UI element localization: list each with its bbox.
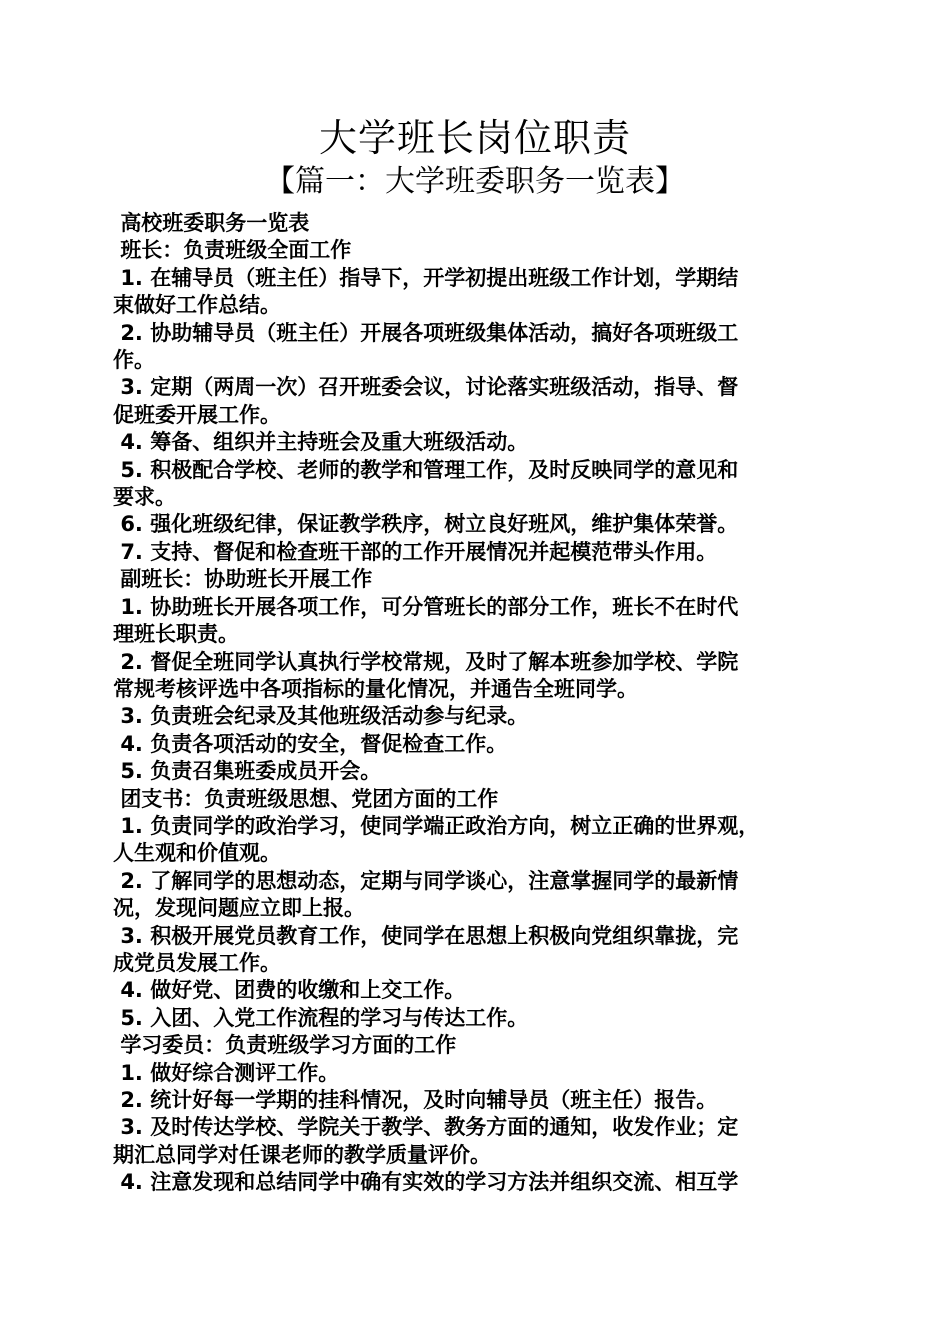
text-line: 束做好工作总结。 bbox=[113, 293, 281, 318]
text-line: 4. 负责各项活动的安全，督促检查工作。 bbox=[113, 731, 508, 756]
text-line: 况，发现问题应立即上报。 bbox=[113, 896, 365, 921]
text-line: 4. 做好党、团费的收缴和上交工作。 bbox=[113, 978, 466, 1003]
text-line: 人生观和价值观。 bbox=[113, 841, 281, 866]
text-line: 要求。 bbox=[113, 485, 176, 510]
document-body bbox=[113, 210, 825, 1197]
document-title: 大学班长岗位职责 bbox=[318, 116, 631, 160]
text-line: 理班长职责。 bbox=[113, 622, 239, 647]
text-line: 3. 及时传达学校、学院关于教学、教务方面的通知，收发作业；定 bbox=[113, 1115, 739, 1140]
text-line: 3. 积极开展党员教育工作，使同学在思想上积极向党组织靠拢，完 bbox=[113, 923, 739, 948]
text-line: 6. 强化班级纪律，保证教学秩序，树立良好班风，维护集体荣誉。 bbox=[113, 512, 739, 537]
text-line: 4. 筹备、组织并主持班会及重大班级活动。 bbox=[113, 430, 529, 455]
text-line: 高校班委职务一览表 bbox=[113, 211, 310, 235]
text-line: 作。 bbox=[113, 348, 155, 373]
text-line: 团支书：负责班级思想、党团方面的工作 bbox=[113, 786, 499, 811]
text-line: 2. 协助辅导员（班主任）开展各项班级集体活动，搞好各项班级工 bbox=[113, 320, 739, 345]
text-line: 1. 在辅导员（班主任）指导下，开学初提出班级工作计划，学期结 bbox=[113, 265, 739, 290]
text-line: 促班委开展工作。 bbox=[113, 402, 281, 427]
text-line: 1. 负责同学的政治学习，使同学端正政治方向，树立正确的世界观， bbox=[113, 813, 760, 838]
text-line: 1. 协助班长开展各项工作，可分管班长的部分工作，班长不在时代 bbox=[113, 594, 739, 619]
text-line: 2. 了解同学的思想动态，定期与同学谈心，注意掌握同学的最新情 bbox=[113, 868, 739, 893]
document-subtitle: 【篇一：大学班委职务一览表】 bbox=[265, 164, 685, 199]
text-line: 班长：负责班级全面工作 bbox=[113, 238, 352, 263]
text-line: 2. 统计好每一学期的挂科情况，及时向辅导员（班主任）报告。 bbox=[113, 1088, 718, 1112]
text-line: 期汇总同学对任课老师的教学质量评价。 bbox=[113, 1142, 491, 1167]
text-line: 4. 注意发现和总结同学中确有实效的学习方法并组织交流、相互学 bbox=[113, 1170, 739, 1195]
text-line: 成党员发展工作。 bbox=[113, 950, 281, 975]
text-line: 1. 做好综合测评工作。 bbox=[113, 1060, 340, 1085]
text-line: 2. 督促全班同学认真执行学校常规，及时了解本班参加学校、学院 bbox=[113, 649, 739, 674]
text-line: 3. 负责班会纪录及其他班级活动参与纪录。 bbox=[113, 704, 529, 729]
text-line: 5. 负责召集班委成员开会。 bbox=[113, 759, 382, 784]
text-line: 3. 定期（两周一次）召开班委会议，讨论落实班级活动，指导、督 bbox=[113, 375, 739, 400]
text-line: 常规考核评选中各项指标的量化情况，并通告全班同学。 bbox=[113, 676, 638, 701]
text-line: 学习委员：负责班级学习方面的工作 bbox=[113, 1033, 457, 1058]
text-line: 5. 积极配合学校、老师的教学和管理工作，及时反映同学的意见和 bbox=[113, 457, 739, 482]
text-line: 5. 入团、入党工作流程的学习与传达工作。 bbox=[113, 1005, 529, 1030]
text-line: 7. 支持、督促和检查班干部的工作开展情况并起模范带头作用。 bbox=[113, 539, 718, 564]
text-line: 副班长：协助班长开展工作 bbox=[113, 567, 373, 592]
